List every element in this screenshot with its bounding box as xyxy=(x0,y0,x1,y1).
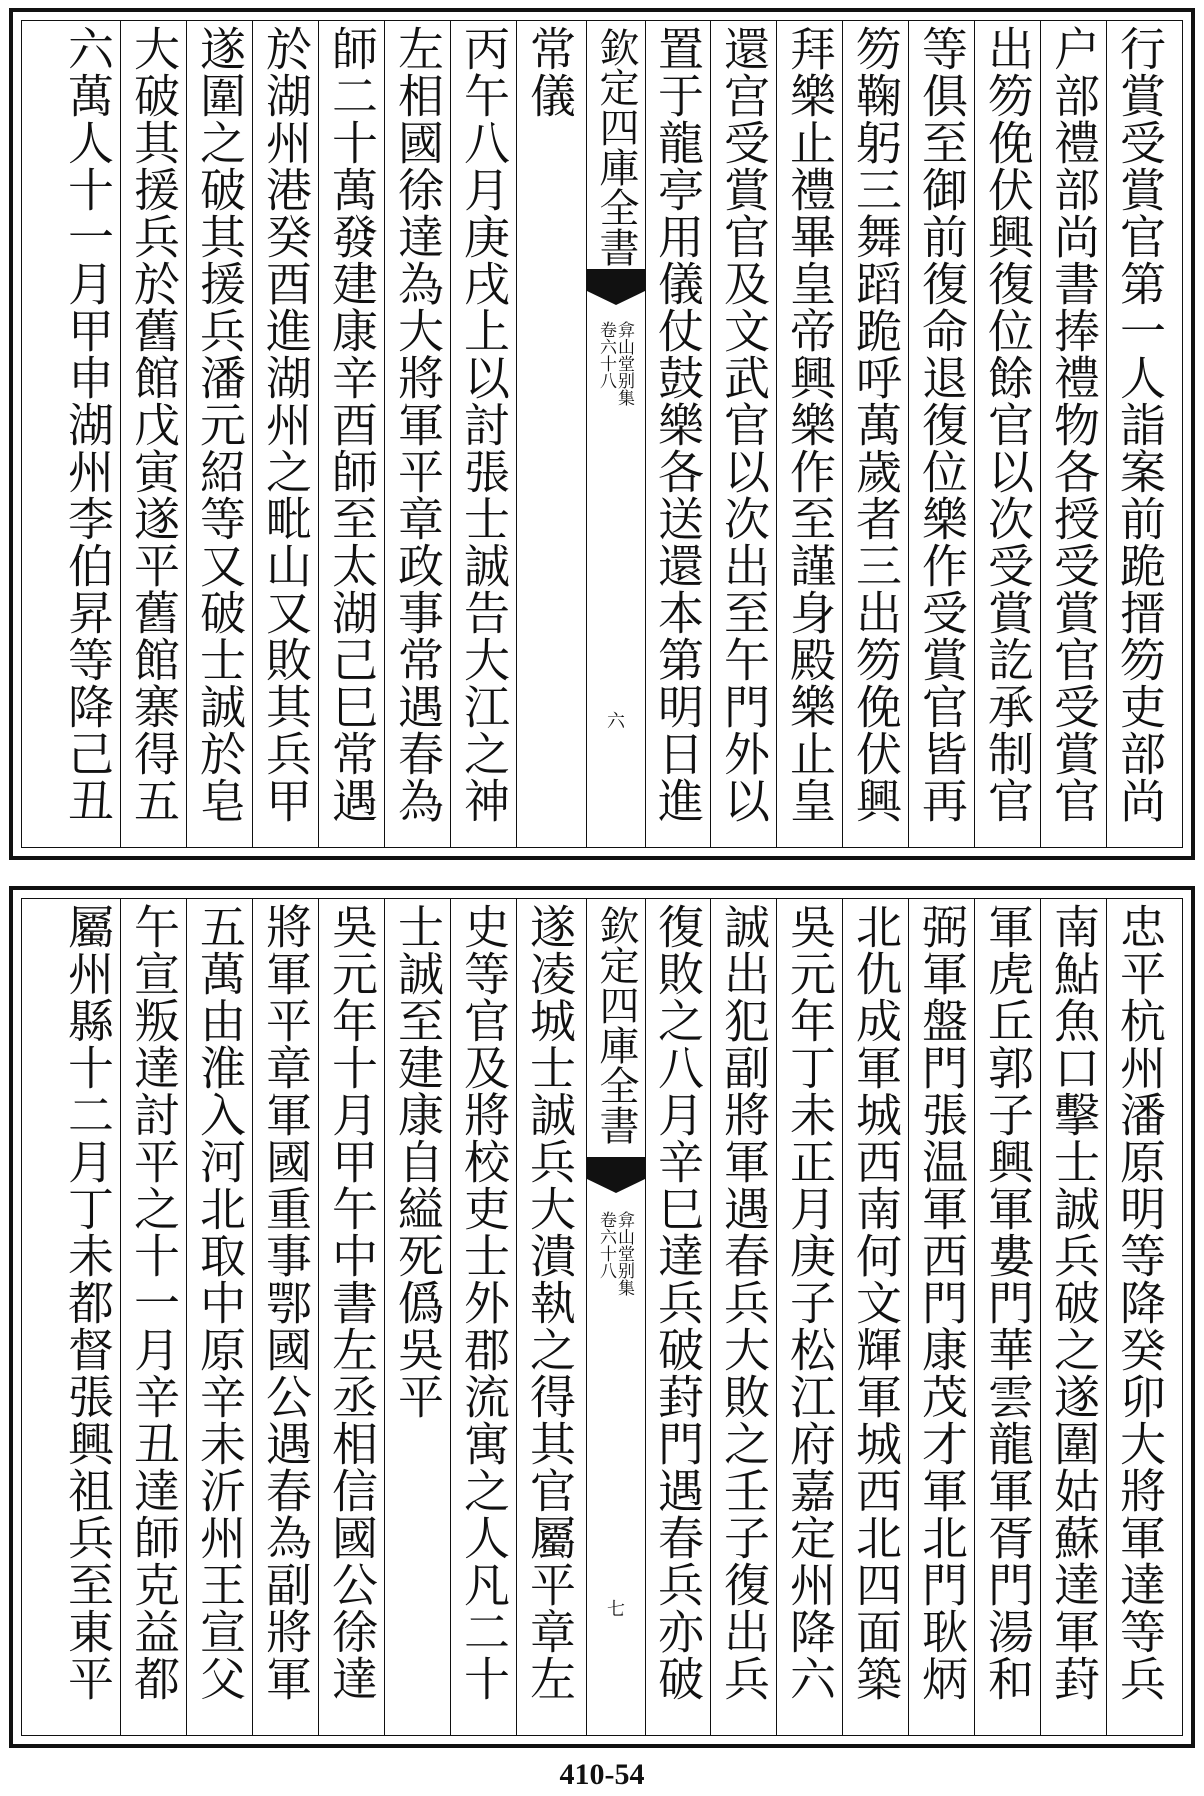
text-column: 置于龍亭用儀仗鼓樂各送還本第明日進 xyxy=(651,25,705,824)
text-column: 屬州縣十二月丁未都督張興祖兵至東平 xyxy=(61,903,115,1702)
book-title: 弇山堂别集 xyxy=(614,321,634,406)
text-column: 於湖州港癸酉進湖州之毗山又敗其兵甲 xyxy=(259,25,313,824)
center-fold-column xyxy=(586,899,646,1735)
book-title: 弇山堂别集 xyxy=(614,1211,634,1296)
text-column: 午宣叛達討平之十一月辛丑達師克益都 xyxy=(127,903,181,1702)
text-column: 將軍平章軍國重事鄂國公遇春為副將軍 xyxy=(259,903,313,1702)
text-column: 復敗之八月辛巳達兵破葑門遇春兵亦破 xyxy=(651,903,705,1702)
text-column: 出笏俛伏興復位餘官以次受賞訖承制官 xyxy=(981,25,1035,824)
text-column: 遂凌城士誠兵大潰執之得其官屬平章左 xyxy=(523,903,577,1702)
page-number: 六 xyxy=(604,711,625,729)
top-page-panel xyxy=(9,8,1195,860)
text-column: 左相國徐達為大將軍平章政事常遇春為 xyxy=(391,25,445,824)
text-column: 吳元年丁未正月庚子松江府嘉定州降六 xyxy=(783,903,837,1702)
text-column: 丙午八月庚戌上以討張士誠告大江之神 xyxy=(457,25,511,824)
page-number: 七 xyxy=(604,1599,625,1617)
text-column: 北仇成軍城西南何文輝軍城西北四面築 xyxy=(849,903,903,1702)
collection-title: 欽定四庫全書 xyxy=(593,27,639,267)
page-folio-number: 410-54 xyxy=(559,1758,645,1791)
top-page-frame xyxy=(21,20,1183,848)
text-column: 等俱至御前復命退復位樂作受賞官皆再 xyxy=(915,25,969,824)
volume-label: 卷六十八 xyxy=(596,321,616,389)
text-column: 師二十萬發建康辛酉師至太湖己巳常遇 xyxy=(325,25,379,824)
fish-tail-mark xyxy=(587,269,645,305)
center-fold-column xyxy=(586,21,646,847)
text-column: 弼軍盤門張温軍西門康茂才軍北門耿炳 xyxy=(915,903,969,1702)
bottom-page-frame xyxy=(21,898,1183,1736)
text-column: 士誠至建康自縊死僞吳平 xyxy=(391,903,445,1420)
text-column: 六萬人十一月甲申湖州李伯昇等降己丑 xyxy=(61,25,115,824)
text-column: 吳元年十月甲午中書左丞相信國公徐達 xyxy=(325,903,379,1702)
bottom-page-panel xyxy=(9,886,1195,1748)
text-column: 拜樂止禮畢皇帝興樂作至謹身殿樂止皇 xyxy=(783,25,837,824)
text-column: 五萬由淮入河北取中原辛未沂州王宣父 xyxy=(193,903,247,1702)
text-column: 還宫受賞官及文武官以次出至午門外以 xyxy=(717,25,771,824)
text-column: 誠出犯副將軍遇春兵大敗之壬子復出兵 xyxy=(717,903,771,1702)
volume-label: 卷六十八 xyxy=(596,1211,616,1279)
text-column: 遂圍之破其援兵潘元紹等又破士誠於皂 xyxy=(193,25,247,824)
text-column: 笏鞠躬三舞蹈跪呼萬歲者三出笏俛伏興 xyxy=(849,25,903,824)
text-column: 南鮎魚口擊士誠兵破之遂圍姑蘇達軍葑 xyxy=(1047,903,1101,1702)
text-column: 常儀 xyxy=(523,25,577,119)
text-column: 忠平杭州潘原明等降癸卯大將軍達等兵 xyxy=(1113,903,1167,1702)
collection-title: 欽定四庫全書 xyxy=(593,905,639,1145)
text-column: 行賞受賞官第一人詣案前跪搢笏吏部尚 xyxy=(1113,25,1167,824)
text-column: 史等官及將校吏士外郡流寓之人凡二十 xyxy=(457,903,511,1702)
text-column: 大破其援兵於舊館戊寅遂平舊館寨得五 xyxy=(127,25,181,824)
fish-tail-mark xyxy=(587,1157,645,1193)
text-column: 軍虎丘郭子興軍婁門華雲龍軍胥門湯和 xyxy=(981,903,1035,1702)
text-column: 户部禮部尚書捧禮物各授受賞官受賞官 xyxy=(1047,25,1101,824)
